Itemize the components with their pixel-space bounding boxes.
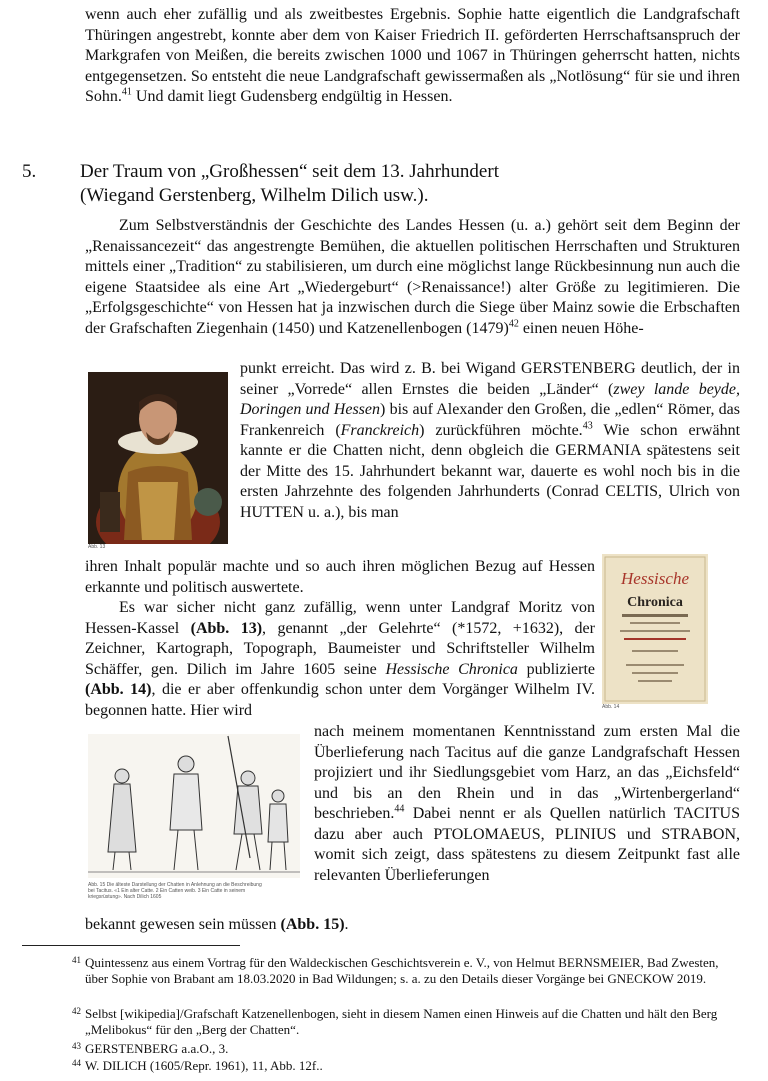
paragraph-2-continued bbox=[85, 557, 595, 598]
footnote-mark-43: 43 bbox=[72, 1041, 81, 1051]
footnote-mark-44: 44 bbox=[72, 1058, 81, 1068]
footnote-ref-41[interactable]: 41 bbox=[121, 86, 132, 98]
paragraph-4-last-line bbox=[85, 915, 740, 936]
title-page-word-hessische: Hessische bbox=[621, 569, 689, 588]
paragraph-1 bbox=[85, 216, 740, 339]
footnote-44 bbox=[72, 1058, 740, 1074]
figure-ref-abb-13[interactable]: (Abb. 13) bbox=[190, 619, 263, 637]
section-title-line1: Der Traum von „Großhessen“ seit dem 13. Jahrhundert bbox=[80, 161, 499, 182]
footnote-ref-43[interactable]: 43 bbox=[582, 420, 593, 432]
section-title-line2: (Wiegand Gerstenberg, Wilhelm Dilich usw.). bbox=[80, 185, 429, 206]
paragraph-2-text-b: ) bis auf Alexander den Großen, die „edlen“ Römer, das Frankenreich ( bbox=[240, 401, 740, 439]
paragraph-3-text-a: Es war sicher nicht ganz zufällig, wenn unter Landgraf Moritz von Hessen-Kassel bbox=[85, 599, 595, 637]
paragraph-2-text-d: Wie schon erwähnt kannte er die Chatten nicht, denn obgleich die GERMANIA spätestens seit der Mitte des 15. Jahrhundert bekannt war, dauerte es wohl noch bis in die ersten Jahrzehnte des folgenden Jahrhunderts (Conrad CELTIS, Ulrich von HUTTEN u. a.), bis man bbox=[240, 421, 741, 521]
paragraph-2 bbox=[240, 359, 740, 523]
footnote-mark-41: 41 bbox=[72, 955, 81, 965]
quote-zwey-lande: zwey lande beyde, Doringen und Hessen bbox=[240, 380, 741, 418]
paragraph-2-text-e: ihren Inhalt populär machte und so auch ihren möglichen Bezug auf Hessen erkannte und politisch auswertete. bbox=[85, 558, 595, 596]
top-paragraph-text: wenn auch eher zufällig und als zweitbestes Ergebnis. Sophie hatte eigentlich die Landgrafschaft Thüringen angestrebt, konnte aber dem von Kaiser Friedrich II. geförderten Herrschaftsanspruch der Markgrafen von Meißen, die bereits zwischen 1000 und 1067 in Thüringen geherrscht hatten, nichts entgegensetzen. So entsteht die neue Landgrafschaft gewissermaßen als „Notlösung“ für sie und ihren Sohn. bbox=[85, 6, 740, 105]
figure-ref-abb-14[interactable]: (Abb. 14) bbox=[85, 681, 152, 698]
paragraph-4-text-c: bekannt gewesen sein müssen bbox=[85, 916, 281, 933]
footnote-text-44: W. DILICH (1605/Repr. 1961), 11, Abb. 12f.. bbox=[85, 1058, 323, 1073]
footnote-mark-42: 42 bbox=[72, 1006, 81, 1016]
footnote-ref-42[interactable]: 42 bbox=[508, 318, 519, 330]
paragraph-2-text-c: ) zurückführen möchte. bbox=[419, 421, 583, 439]
paragraph-4 bbox=[314, 722, 740, 886]
section-number: 5. bbox=[22, 161, 37, 182]
footnote-42 bbox=[72, 1006, 740, 1038]
figure-caption-abb-13: Abb. 13 bbox=[88, 544, 106, 550]
top-paragraph-end: Und damit liegt Gudensberg endgültig in Hessen. bbox=[131, 88, 453, 105]
paragraph-2-text-a: punkt erreicht. Das wird z. B. bei Wigand GERSTENBERG deutlich, der in seiner „Vorrede“ allen Ernstes die beiden „Länder“ ( bbox=[240, 360, 740, 398]
paragraph-3-text-b: , genannt „der Gelehrte“ (*1572, +1632), der Zeichner, Kartograph, Topograph, Baumeister und Schriftsteller Wilhelm Schäffer, gen. Dilich im Jahre 1605 seine bbox=[85, 619, 595, 678]
figure-caption-abb-14: Abb. 14 bbox=[602, 704, 620, 710]
footnote-43 bbox=[72, 1041, 740, 1057]
figure-abb-15 bbox=[88, 734, 300, 910]
footnote-41 bbox=[72, 955, 740, 987]
paragraph-4-end: . bbox=[344, 916, 349, 933]
paragraph-3-text-d: , die er aber offenkundig schon unter dem Vorgänger Wilhelm IV. begonnen hatte. Hier wird bbox=[85, 681, 595, 719]
figure-ref-abb-15[interactable]: (Abb. 15) bbox=[280, 916, 345, 933]
figure-abb-14 bbox=[602, 554, 708, 714]
chatten-illustration-image bbox=[88, 734, 300, 878]
footnote-ref-44[interactable]: 44 bbox=[394, 803, 405, 815]
figure-abb-13 bbox=[88, 372, 228, 554]
figure-caption-abb-15: Abb. 15 Die älteste Darstellung der Chatten in Anlehnung an die Beschreibung bei Tacitus. «1 Ein alter Catte. 2 Ein Catten weib. 3 Ein Catte in seinem kriegsrüstung». Nach Dilich 1605 bbox=[88, 882, 262, 900]
hessische-chronica-title-page-image bbox=[602, 554, 708, 704]
paragraph-3 bbox=[85, 598, 595, 721]
footnote-text-43: GERSTENBERG a.a.O., 3. bbox=[85, 1041, 229, 1056]
footnote-text-42: Selbst [wikipedia]/Grafschaft Katzenellenbogen, sieht in diesem Namen einen Hinweis auf die Chatten und hält den Berg „Melibokus“ für den „Berg der Chatten“. bbox=[85, 1006, 718, 1037]
paragraph-1-text: Zum Selbstverständnis der Geschichte des Landes Hessen (u. a.) gehört seit dem Beginn der „Renaissancezeit“ das angestrengte Bemühen, die aktuellen politischen Herrschaften und Strukturen mittels einer „Tradition“ zu stabilisieren, um durch eine möglichst lange Rückbesinnung nun auch die eigene Staatsidee als eine Art „Wiedergeburt“ (>Renaissance!) alter Größe zu legitimieren. Die „Erfolgsgeschichte“ von Hessen hat ja inzwischen durch die Siege über Mainz sowie die Erbschaften der Grafschaften Ziegenhain (1450) und Katzenellenbogen (1479) bbox=[85, 217, 740, 337]
paragraph-4-text-a: nach meinem momentanen Kenntnisstand zum ersten Mal die Überlieferung nach Tacitus auf die ganze Landgrafschaft Hessen projiziert und ihr Siedlungsgebiet vom Harz, an das „Eichsfeld“ und bis an den Rhein und in das „Wirtenbergerland“ beschrieben. bbox=[314, 723, 740, 822]
portrait-landgraf-moritz-image bbox=[88, 372, 228, 544]
book-title-hessische-chronica: Hessische Chronica bbox=[385, 660, 518, 678]
top-paragraph bbox=[85, 5, 740, 108]
paragraph-1-end: einen neuen Höhe- bbox=[518, 319, 644, 337]
footnote-separator bbox=[22, 945, 240, 946]
footnote-text-41: Quintessenz aus einem Vortrag für den Waldeckischen Geschichtsverein e. V., von Helmut BERNSMEIER, Bad Zwesten, über Sophie von Brabant am 18.03.2020 in Bad Wildungen; s. a. zu den Details dieser Vorgänge bei GNECKOW 2019. bbox=[85, 955, 719, 986]
quote-franckreich: Franckreich bbox=[340, 421, 420, 439]
paragraph-4-text-b: Dabei nennt er als Quellen natürlich TACITUS dazu aber auch PTOLOMAEUS, PLINIUS und STRABON, womit sich zeigt, dass spätestens zu diesem Zeitpunkt fast alle relevanten Überlieferungen bbox=[314, 805, 740, 884]
paragraph-3-text-c: publizierte bbox=[517, 660, 596, 678]
title-page-word-chronica: Chronica bbox=[627, 595, 683, 610]
